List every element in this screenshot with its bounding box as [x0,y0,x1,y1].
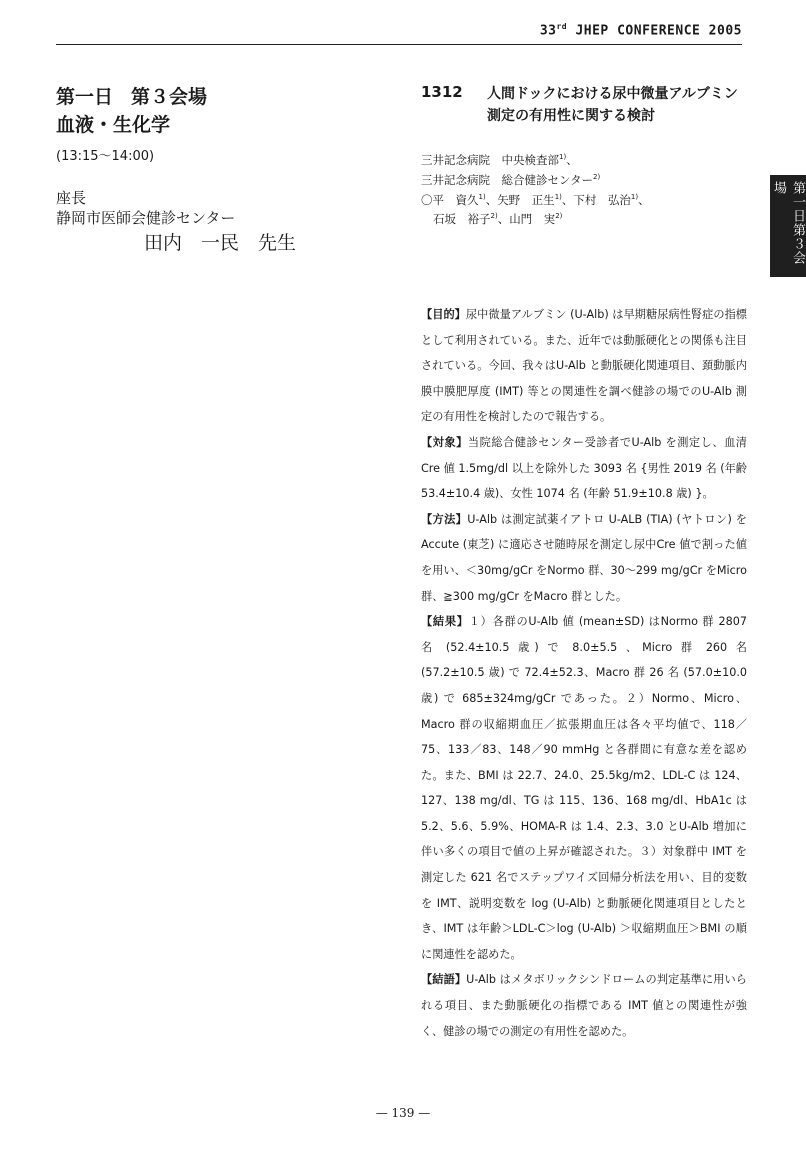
session-side-tab [770,175,806,277]
section-text: U-Alb は測定試薬イアトロ U-ALB (TIA) (ヤトロン) をAccute (東芝) に適応させ随時尿を測定し尿中Cre 値で割った値を用い、＜30mg/gCr をNormo 群、30〜299 mg/gCr をMicro 群、≧300 mg/gCr をMacro 群とした。 [421,512,747,603]
session-time: (13:15〜14:00) [56,149,155,164]
author: 〇平 資久 [421,192,479,207]
section-results [421,609,747,967]
section-purpose [421,302,747,430]
section-label: 【目的】 [421,308,466,321]
authors-line: 〇平 資久$^{1)}$、矢野 正生$^{1)}$、下村 弘治$^{1)}$、 [421,192,650,207]
chair-organization: 静岡市医師会健診センター [56,209,236,227]
session-info [56,83,376,256]
affiliations [421,149,747,189]
chair-label: 座長 [56,189,87,207]
session-day: 第一日 [56,86,114,108]
author: 下村 弘治 [573,192,631,207]
affiliation: 三井記念病院 総合健診センター$^{2)}$ [421,172,601,187]
session-venue: 第３会場 [131,86,208,108]
abstract-body [421,302,747,1044]
author: 矢野 正生 [497,192,555,207]
section-conclusion [421,967,747,1044]
page-number: — 139 — [375,1106,431,1120]
section-label: 【結果】 [421,615,469,629]
authors [421,189,747,229]
section-subjects [421,430,747,507]
section-label: 【方法】 [421,512,468,526]
chair-name: 田内 一民 先生 [144,232,297,254]
abstract-header [421,83,747,228]
side-tab-label: 第一日第３会場 [771,181,805,265]
section-text: 尿中微量アルブミン (U-Alb) は早期糖尿病性腎症の指標として利用されている。また、近年では動脈硬化との関係も注目されている。今回、我々はU-Alb と動脈硬化関連項目、頚動脈内膜中膜肥厚度 (IMT) 等との関連性を調べ健診の場でのU-Alb 測定の有用性を検討したので報告する。 [421,308,747,424]
abstract-number: 1312 [421,83,463,101]
session-subject: 血液・生化学 [56,114,171,136]
author: 山門 実 [509,212,556,227]
section-methods [421,507,747,609]
page-header [0,0,806,50]
section-text: U-Alb はメタボリックシンドロームの判定基準に用いられる項目、また動脈硬化の指標である IMT 値との関連性が強く、健診の場での測定の有用性を認めた。 [421,973,747,1038]
conference-title: 33rd JHEP CONFERENCE 2005 [539,22,742,39]
section-label: 【対象】 [421,435,468,449]
section-text: 当院総合健診センター受診者でU-Alb を測定し、血清Cre 値 1.5mg/dl 以上を除外した 3093 名 {男性 2019 名 (年齢53.4±10.4 歳)、女性 1074 名 (年齢 51.9±10.8 歳) }。 [421,435,747,501]
section-text: １）各群のU-Alb 値 (mean±SD) はNormo 群 2807 名 (52.4±10.5 歳) で 8.0±5.5 、Micro 群 260 名 (57.2±10.5 歳) で 72.4±52.3、Macro 群 26 名 (57.0±10.0 歳) で 685±324mg/gCr であった。２）Normo、Micro、Macro 群の収縮期血圧／拡張期血圧は各々平均値で、118／75、133／83、148／90 mmHg と各群間に有意な差を認めた。また、BMI は 22.7、24.0、25.5kg/m2、LDL-C は 124、127、138 mg/dl、TG は 115、136、168 mg/dl、HbA1c は 5.2、5.6、5.9%、HOMA-R は 1.4、2.3、3.0 とU-Alb 増加に伴い多くの項目で値の上昇が確認された。３）対象群中 IMT を測定した 621 名でステップワイズ回帰分析法を用い、目的変数を IMT、説明変数を log (U-Alb) と動脈硬化関連項目としたとき、IMT は年齢＞LDL-C＞log (U-Alb) ＞収縮期血圧＞BMI の順に関連性を認めた。 [421,615,747,961]
affiliation: 三井記念病院 中央検査部$^{1)}$、 [421,152,578,167]
abstract-title: 人間ドックにおける尿中微量アルブミン測定の有用性に関する検討 [487,86,738,124]
author: 石坂 裕子 [433,212,491,227]
authors-line: 石坂 裕子$^{2)}$、山門 実$^{2)}$ [433,212,563,227]
session-day-venue [56,83,376,111]
section-label: 【結語】 [421,973,467,987]
header-rule [56,44,742,45]
